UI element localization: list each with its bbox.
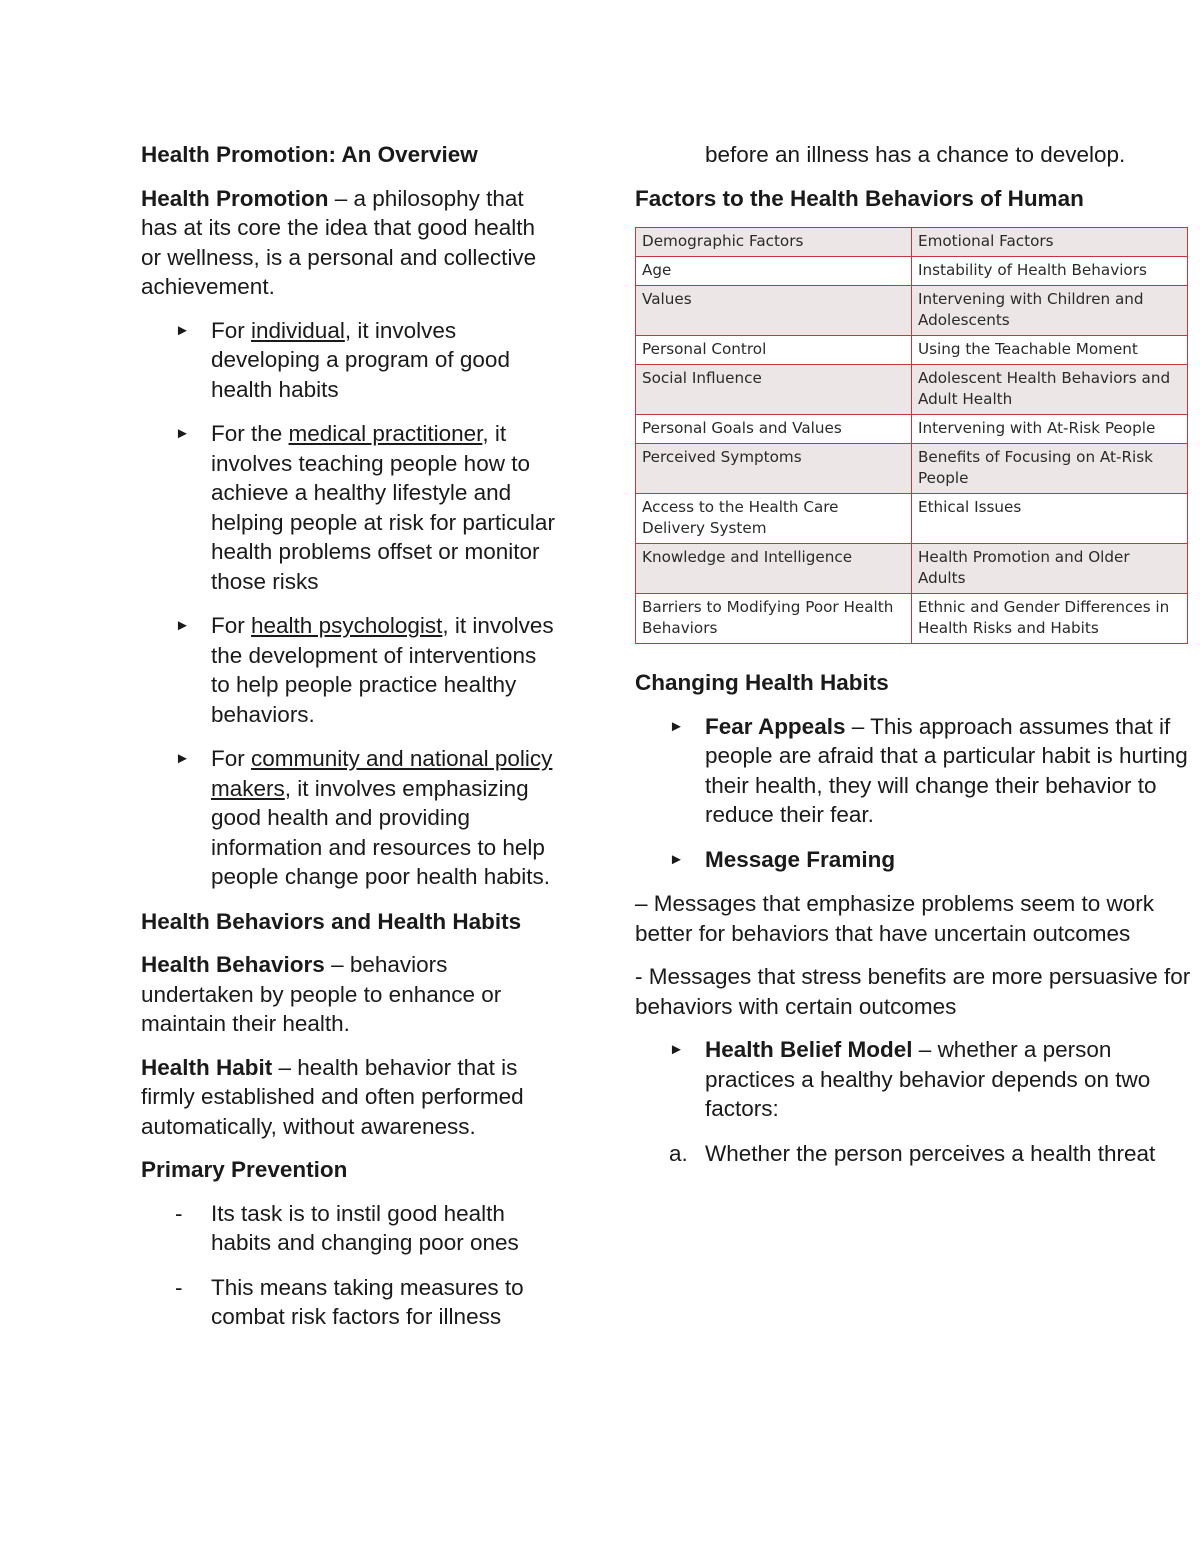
health-belief-text: – whether a person practices a healthy behavior depends on two factors: xyxy=(705,1037,1151,1121)
fear-appeals-text: – This approach assumes that if people are afraid that a particular habit is hurting their health, they will change their behavior to reduce their fear. xyxy=(705,713,1188,827)
fear-appeals-term: Fear Appeals xyxy=(705,713,846,739)
triangle-bullet-icon: ► xyxy=(175,617,190,634)
lettered-item-text: Whether the person perceives a health threat xyxy=(705,1140,1156,1166)
triangle-bullet-icon: ► xyxy=(175,321,190,339)
table-cell: Knowledge and Intelligence xyxy=(636,544,912,594)
triangle-bullet-icon: ► xyxy=(175,750,190,767)
health-belief-list xyxy=(635,1035,1200,1124)
message-framing-term: Message Framing xyxy=(705,846,896,872)
role-bullet-list xyxy=(141,316,561,892)
table-cell: Barriers to Modifying Poor Health Behaviors xyxy=(636,594,912,644)
table-cell: Emotional Factors xyxy=(912,228,1188,257)
table-cell: Using the Teachable Moment xyxy=(912,336,1188,365)
section-title-primary-prevention: Primary Prevention xyxy=(141,1157,348,1182)
section-title-factors: Factors to the Health Behaviors of Human xyxy=(635,185,1084,211)
table-cell: Intervening with At-Risk People xyxy=(912,415,1188,444)
list-item xyxy=(635,1035,1200,1124)
dash-bullet-icon: - xyxy=(175,1200,183,1226)
table-row xyxy=(636,594,1188,644)
health-habit-paragraph xyxy=(141,1053,561,1142)
table-cell: Demographic Factors xyxy=(636,228,912,257)
table-row xyxy=(636,494,1188,544)
table-row xyxy=(636,444,1188,494)
underlined-term: health psychologist xyxy=(251,613,443,638)
definition-term: Health Promotion xyxy=(141,185,329,211)
health-habit-term: Health Habit xyxy=(141,1054,273,1080)
list-item xyxy=(141,611,561,729)
dash-item-text: Its task is to instil good health habits and changing poor ones xyxy=(211,1200,519,1255)
health-behaviors-text: – behaviors undertaken by people to enhance or maintain their health. xyxy=(141,952,502,1036)
list-item xyxy=(141,744,561,892)
dash-bullet-icon: - xyxy=(175,1274,183,1300)
table-cell: Access to the Health Care Delivery System xyxy=(636,494,912,544)
continued-text: before an illness has a chance to develop. xyxy=(705,142,1126,167)
table-row xyxy=(636,544,1188,594)
table-row xyxy=(636,228,1188,257)
section-title-behaviors: Health Behaviors and Health Habits xyxy=(141,908,522,934)
changing-habits-list xyxy=(635,712,1200,875)
table-cell: Intervening with Children and Adolescents xyxy=(912,286,1188,336)
left-column xyxy=(141,140,561,1347)
triangle-bullet-icon: ► xyxy=(669,850,684,868)
underlined-term: individual xyxy=(251,317,345,343)
health-belief-term: Health Belief Model xyxy=(705,1037,913,1062)
underlined-term: medical practitioner xyxy=(288,421,483,446)
dash-item-text: This means taking measures to combat risk factors for illness xyxy=(211,1274,524,1329)
health-behaviors-paragraph xyxy=(141,950,561,1039)
bullet-text: , it involves the development of interventions to help people practice healthy behaviors. xyxy=(211,613,554,727)
triangle-bullet-icon: ► xyxy=(175,425,190,442)
lettered-item xyxy=(635,1139,1200,1169)
right-column xyxy=(635,140,1200,1168)
bullet-text: For the xyxy=(211,421,289,446)
triangle-bullet-icon: ► xyxy=(669,1041,684,1058)
framing-paragraph-problems: – Messages that emphasize problems seem to work better for behaviors that have uncertain outcomes xyxy=(635,891,1154,946)
table-cell: Personal Control xyxy=(636,336,912,365)
underlined-term: community and national policy makers xyxy=(211,746,553,801)
bullet-text: For xyxy=(211,613,252,638)
health-habit-text: – health behavior that is firmly established and often performed automatically, without awareness. xyxy=(141,1054,524,1139)
prevention-dash-list xyxy=(141,1199,561,1332)
table-row xyxy=(636,336,1188,365)
section-title-overview: Health Promotion: An Overview xyxy=(141,142,478,167)
table-cell: Social Influence xyxy=(636,365,912,415)
bullet-text: , it involves emphasizing good health and providing information and resources to help people change poor health habits. xyxy=(211,775,551,889)
table-cell: Personal Goals and Values xyxy=(636,415,912,444)
table-cell: Benefits of Focusing on At-Risk People xyxy=(912,444,1188,494)
bullet-text: For xyxy=(211,746,252,771)
table-row xyxy=(636,415,1188,444)
bullet-text: For xyxy=(211,317,252,343)
table-cell: Ethical Issues xyxy=(912,494,1188,544)
table-row xyxy=(636,365,1188,415)
table-cell: Health Promotion and Older Adults xyxy=(912,544,1188,594)
table-cell: Values xyxy=(636,286,912,336)
list-item xyxy=(635,845,1200,875)
table-row xyxy=(636,257,1188,286)
list-item xyxy=(141,316,561,405)
table-cell: Ethnic and Gender Differences in Health Risks and Habits xyxy=(912,594,1188,644)
framing-paragraph-benefits: - Messages that stress benefits are more persuasive for behaviors with certain outcomes xyxy=(635,964,1191,1019)
bullet-text: , it involves developing a program of good health habits xyxy=(211,317,510,402)
section-title-changing-habits: Changing Health Habits xyxy=(635,670,889,695)
list-item xyxy=(635,712,1200,830)
table-cell: Adolescent Health Behaviors and Adult Health xyxy=(912,365,1188,415)
definition-text: – a philosophy that has at its core the idea that good health or wellness, is a personal and collective achievement. xyxy=(141,185,537,299)
table-cell: Instability of Health Behaviors xyxy=(912,257,1188,286)
definition-paragraph xyxy=(141,184,561,302)
health-behaviors-term: Health Behaviors xyxy=(141,952,325,977)
list-item xyxy=(141,1273,561,1332)
list-item xyxy=(141,419,561,596)
factors-table xyxy=(635,227,1188,644)
list-item xyxy=(141,1199,561,1258)
bullet-text: , it involves teaching people how to achieve a healthy lifestyle and helping people at risk for particular health problems offset or monitor those risks xyxy=(211,421,555,594)
letter-marker: a. xyxy=(669,1140,688,1166)
table-cell: Perceived Symptoms xyxy=(636,444,912,494)
table-row xyxy=(636,286,1188,336)
table-cell: Age xyxy=(636,257,912,286)
triangle-bullet-icon: ► xyxy=(669,717,684,735)
